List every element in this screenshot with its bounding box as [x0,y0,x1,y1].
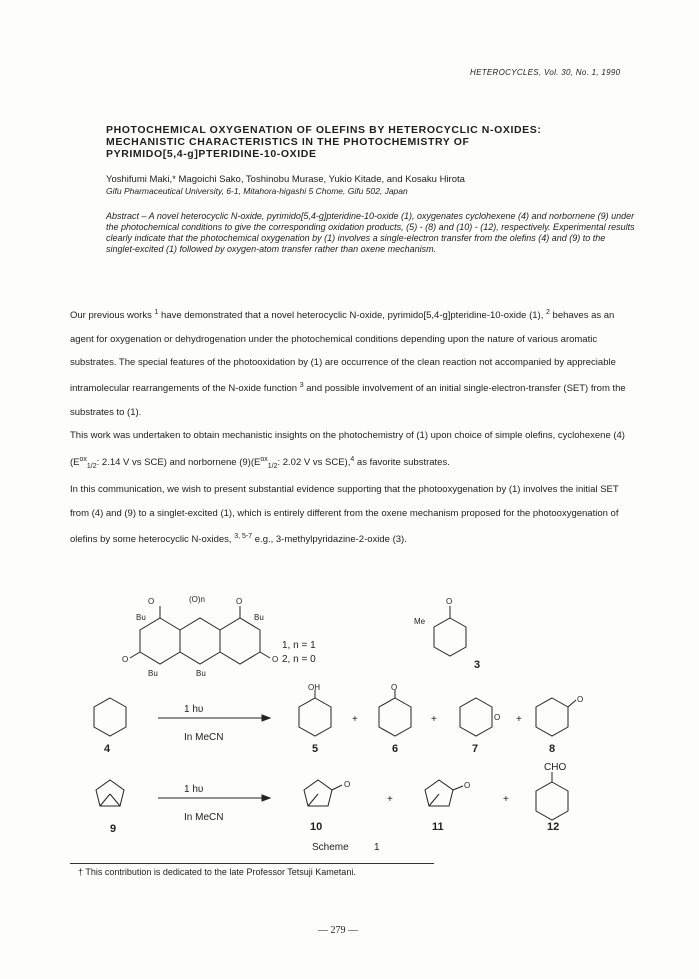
compound-label-3: 3 [474,659,481,671]
compound-label-11: 11 [432,821,444,833]
paragraph-3: In this communication, we wish to present substantial evidence supporting that the photooxygenation by (1) involves the initial SET from (4) and (9) to a singlet-excited (1), which is entirely different from the oxene mechanism proposed for the photooxygenation of olefins by some heterocyclic N-oxides, $^{3, 5-7}$ e.g., 3-methylpyridazine-2-oxide (3). [70,484,619,546]
journal-header: HETEROCYCLES, Vol. 30, No. 1, 1990 [470,68,621,77]
n1-equation: 1, n = 1 [282,640,316,651]
cyclohexenone-structure [379,698,411,736]
footnote-rule [70,863,434,864]
epoxide-oxygen-label: O [494,713,501,722]
compound-label-9: 9 [110,823,117,835]
oxo-label-5: O [446,597,453,606]
butyl-label-2: Bu [254,613,264,622]
footnote: † This contribution is dedicated to the late Professor Tetsuji Kametani. [78,867,356,877]
epoxide-structure [460,698,492,736]
article-title [106,124,626,160]
methyl-label: Me [414,617,426,626]
oxo-label-8: O [344,780,351,789]
oxo-label-9: O [464,781,471,790]
paragraph-2: This work was undertaken to obtain mechanistic insights on the photochemistry of (1) upon choice of simple olefins, cyclohexene $(4)(E^{ox}_{1/2}$: 2.14 V vs SCE) and norbornene $(9)(E^{ox}_{1/2}$: 2.02 V vs SCE),$^4$ as favorite substrates. [70,430,625,470]
cyclohexanone-structure [536,698,568,736]
oxo-label-3: O [122,655,129,664]
butyl-label-4: Bu [196,669,206,678]
title-line-3: PYRIMIDO[5,4-g]PTERIDINE-10-OXIDE [106,148,317,160]
oxo-label-7: O [577,695,584,704]
abstract: Abstract – A novel heterocyclic N-oxide, pyrimido[5,4-g]pteridine-10-oxide (1), oxygenates cyclohexene (4) and norbornene (9) under the photochemical conditions to give the corresponding oxidation products, (5) - (8) and (10) - (12), respectively. Experimental results clearly indicate that the photochemical oxygenation by (1) involves a single-electron transfer from the olefins (4) and (9) to the singlet-excited (1) followed by oxygen-atom transfer rather than oxene mechanism. [106,211,635,254]
body-text [70,301,630,552]
norbornanone-structure [425,780,463,806]
compound-label-6: 6 [392,743,399,755]
scheme-1 [60,580,660,870]
pyridazine-oxide-structure [434,606,466,656]
compound-label-4: 4 [104,743,111,755]
paragraph-1: Our previous works $^1$ have demonstrated that a novel heterocyclic N-oxide, pyrimido[5,4-g]pteridine-10-oxide (1), $^2$ behaves as an agent for oxygenation or dehydrogenation under the photochemical conditions depending upon the nature of various aromatic substrates. The special features of the photooxidation by (1) are occurrence of the clean reaction not accompanied by appreciable intramolecular rearrangements of the N-oxide function $^3$ and possible involvement of an initial single-electron-transfer (SET) from the substrates to (1). [70,309,626,418]
title-line-1: PHOTOCHEMICAL OXYGENATION OF OLEFINS BY HETEROCYCLIC N-OXIDES: [106,124,542,136]
hydroxy-label: OH [308,683,320,692]
cyclopentene-carbaldehyde-structure [536,782,568,820]
solvent-label-1: In MeCN [184,732,224,743]
reagent-label-2: 1 hυ [184,784,204,795]
affiliation: Gifu Pharmaceutical University, 6-1, Mitahora-higashi 5 Chome, Gifu 502, Japan [106,186,408,196]
compound-label-12: 12 [547,821,560,833]
oxo-label-6: O [391,683,398,692]
butyl-label-3: Bu [148,669,158,678]
compound-label-7: 7 [472,743,479,755]
plus-sign: + [387,794,393,805]
solvent-label-2: In MeCN [184,812,224,823]
oxo-label-4: O [272,655,279,664]
plus-sign: + [431,714,437,725]
compound-label-8: 8 [549,743,556,755]
butyl-label-1: Bu [136,613,146,622]
pyrimidopteridine-structure [130,606,270,664]
n-oxide-label: (O)n [189,595,205,604]
cyclohexene-structure [94,698,126,736]
reagent-label-1: 1 hυ [184,704,204,715]
norbornene-epoxide-structure [304,780,342,806]
plus-sign: + [352,714,358,725]
oxo-label-2: O [236,597,243,606]
scheme-caption: Scheme [312,842,349,853]
plus-sign: + [503,794,509,805]
compound-label-10: 10 [310,821,323,833]
cyclohexenol-structure [299,698,331,736]
oxo-label-1: O [148,597,155,606]
title-line-2: MECHANISTIC CHARACTERISTICS IN THE PHOTOCHEMISTRY OF [106,136,470,148]
author-list: Yoshifumi Maki,* Magoichi Sako, Toshinobu Murase, Yukio Kitade, and Kosaku Hirota [106,174,465,185]
n0-equation: 2, n = 0 [282,654,316,665]
plus-sign: + [516,714,522,725]
aldehyde-label: CHO [544,762,567,773]
compound-label-5: 5 [312,743,319,755]
norbornene-structure [96,780,124,806]
page-number: — 279 — [318,925,358,936]
scheme-caption-number: 1 [374,842,380,853]
